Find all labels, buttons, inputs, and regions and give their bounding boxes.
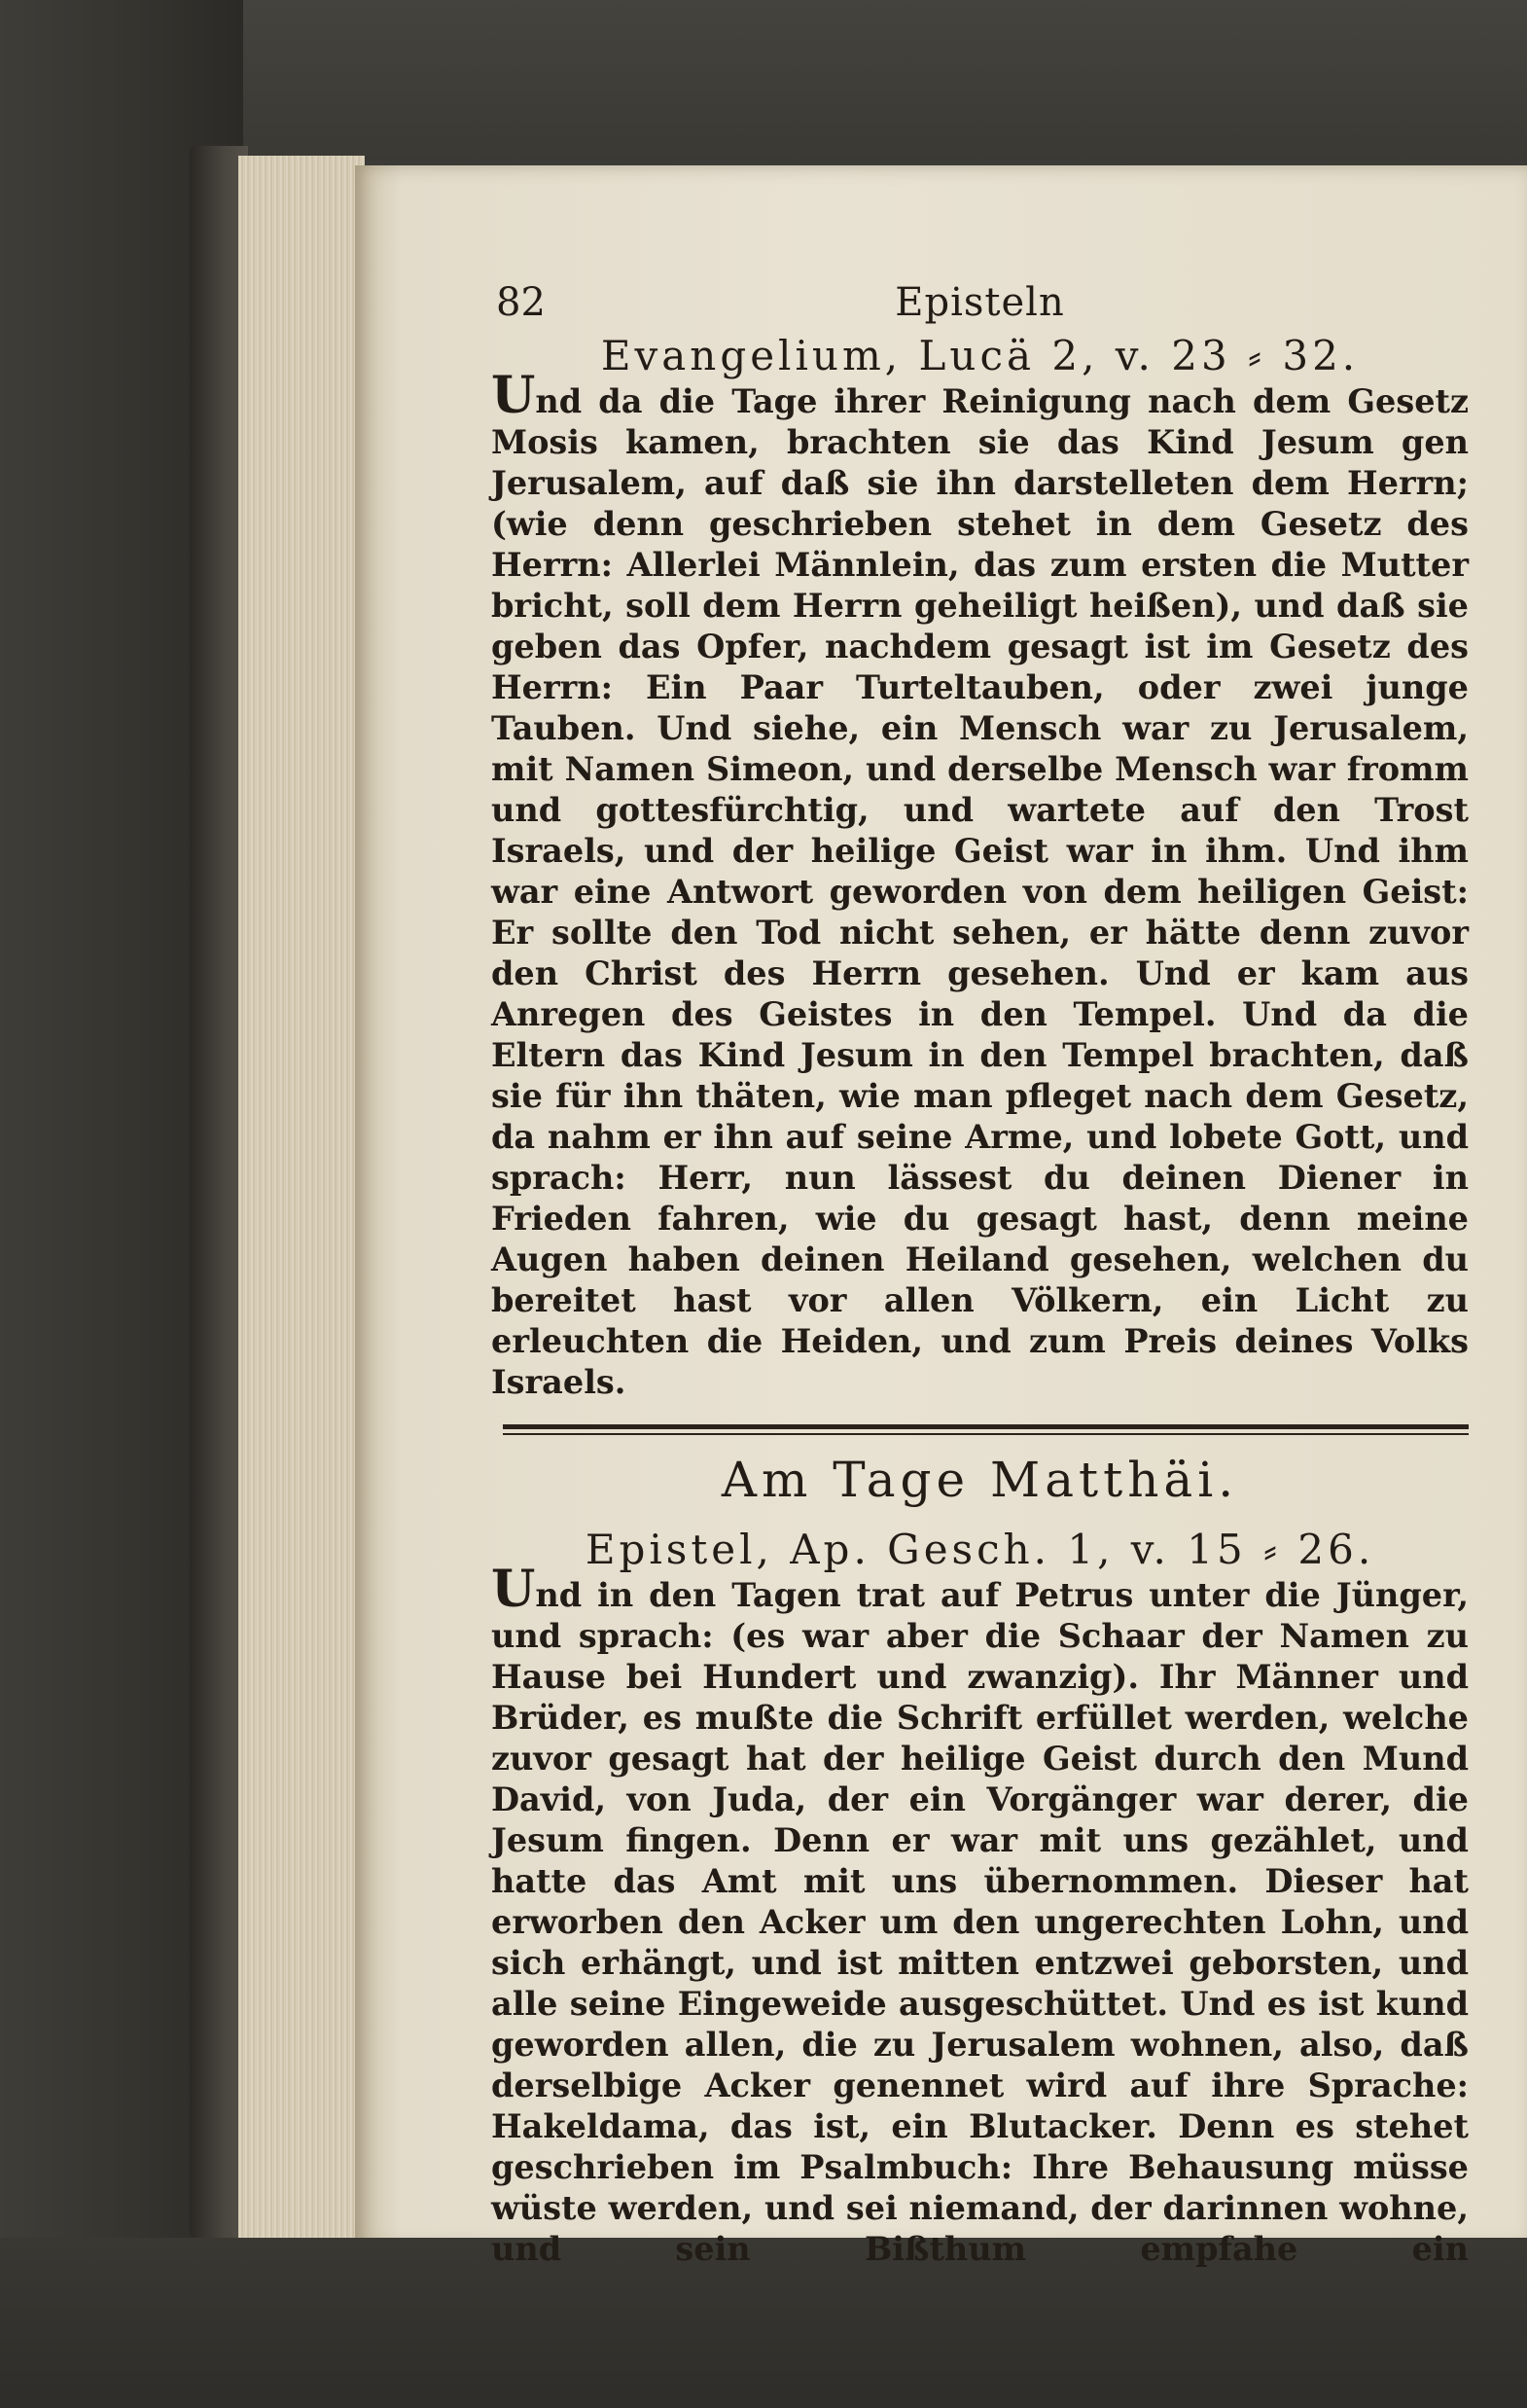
section-heading-epistle: Epistel, Ap. Gesch. 1, v. 15 ⸗ 26. [585,1526,1375,1573]
dropcap: U [491,1560,536,1619]
gospel-text [491,366,1469,1403]
epistle-text [491,1560,1469,2270]
dropcap: U [491,366,536,425]
divider-thick-rule [503,1424,1469,1429]
page-number: 82 [496,280,546,325]
divider-thin-rule [503,1433,1469,1435]
gospel-body: nd da die Tage ihrer Reinigung nach dem Gesetz Mosis kamen, brachten sie das Kind Jesum gen Jerusalem, auf daß sie ihn darstelleten dem Herrn; (wie denn geschrieben stehet in dem Gesetz des Herrn: Allerlei Männlein, das zum ersten die Mutter bricht, soll dem Herrn geheiligt heißen), und daß sie geben das Opfer, nachdem gesagt ist im Gesetz des Herrn: Ein Paar Turteltauben, oder zwei junge Tauben. Und siehe, ein Mensch war zu Jerusalem, mit Namen Simeon, und derselbe Mensch war fromm und gottesfürchtig, und wartete auf den Trost Israels, und der heilige Geist war in ihm. Und ihm war eine Antwort geworden von dem heiligen Geist: Er sollte den Tod nicht sehen, er hätte denn zuvor den Christ des Herrn gesehen. Und er kam aus Anregen des Geistes in den Tempel. Und da die Eltern das Kind Jesum in den Tempel brachten, daß sie für ihn thäten, wie man pfleget nach dem Gesetz, da nahm er ihn auf seine Arme, und lobete Gott, und sprach: Herr, nun lässest du deinen Diener in Frieden fahren, wie du gesagt hast, denn meine Augen haben deinen Heiland gesehen, welchen du bereitet hast vor allen Völkern, ein Licht zu erleuchten die Heiden, und zum Preis deines Volks Israels. [491,382,1469,1401]
page-header [491,272,1469,331]
epistle-body: nd in den Tagen trat auf Petrus unter die Jünger, und sprach: (es war aber die Schaar der Namen zu Hause bei Hundert und zwanzig). Ihr Männer und Brüder, es mußte die Schrift erfüllet werden, welche zuvor gesagt hat der heilige Geist durch den Mund David, von Juda, der ein Vorgänger war derer, die Jesum fingen. Denn er war mit uns gezählet, und hatte das Amt mit uns übernommen. Dieser hat erworben den Acker um den ungerechten Lohn, und sich erhängt, und ist mitten entzwei geborsten, und alle seine Eingeweide ausgeschüttet. Und es ist kund geworden allen, die zu Jerusalem wohnen, also, daß derselbige Acker genennet wird auf ihre Sprache: Hakeldama, das ist, ein Blutacker. Denn es stehet geschrieben im Psalmbuch: Ihre Behausung müsse wüste werden, und sei niemand, der darinnen wohne, und sein Bißthum empfahe ein [491,1576,1469,2268]
page-edges [238,156,365,2247]
page-content [491,272,1469,2270]
running-head: Episteln [895,280,1065,325]
section-divider [491,1424,1469,1435]
feast-title: Am Tage Matthäi. [721,1452,1239,1508]
section-heading-gospel: Evangelium, Lucä 2, v. 23 ⸗ 32. [600,332,1360,379]
